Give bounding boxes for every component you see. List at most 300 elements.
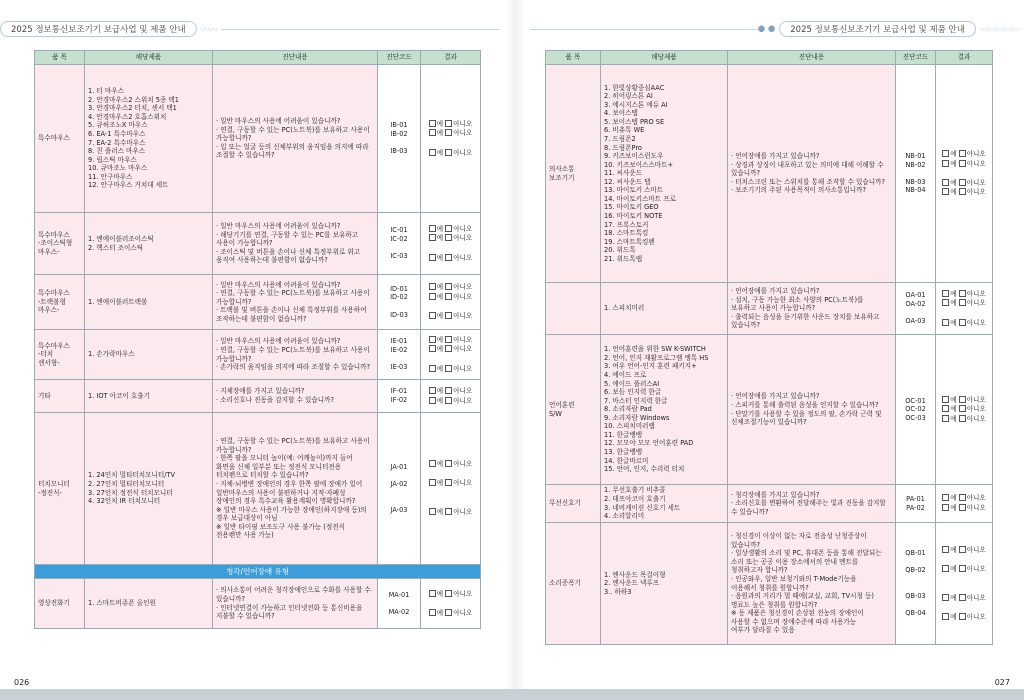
col-result: 결과 bbox=[936, 51, 993, 65]
result-choice bbox=[424, 336, 477, 345]
no-checkbox[interactable] bbox=[959, 546, 966, 553]
result-choice bbox=[424, 397, 477, 406]
diagnosis-question: 수 있습니까? bbox=[731, 507, 769, 516]
no-checkbox[interactable] bbox=[445, 590, 452, 597]
diagnosis-question: 가능합니까? bbox=[216, 134, 252, 143]
product-cell bbox=[601, 335, 728, 485]
result-choice bbox=[939, 396, 989, 405]
result-choice bbox=[424, 508, 477, 517]
product-name: 15. 마이토키 GEO bbox=[604, 203, 659, 212]
no-label: 아니오 bbox=[453, 292, 473, 301]
product-name: 3. 안경마우스2 터치, 센서 택1 bbox=[88, 104, 177, 113]
diagnosis-code: ID-01 bbox=[390, 284, 408, 293]
diagnosis-question: 화면을 신체 일부분 또는 정전식 모니터전용 bbox=[216, 462, 342, 471]
diagnosis-question: · 연결, 구동할 수 있는 PC(노트북)를 보유하고 사용이 bbox=[216, 125, 370, 134]
diagnosis-question: 보유하고 사용이 가능합니까? bbox=[731, 304, 816, 313]
no-label: 아니오 bbox=[966, 299, 986, 308]
no-label: 아니오 bbox=[966, 612, 986, 621]
no-checkbox[interactable] bbox=[445, 460, 452, 467]
yes-checkbox[interactable] bbox=[942, 319, 949, 326]
yes-checkbox[interactable] bbox=[429, 129, 436, 136]
result-choice bbox=[424, 120, 477, 129]
item-label: 기타 bbox=[38, 391, 51, 400]
no-label: 아니오 bbox=[453, 119, 473, 128]
diagnosis-code: NB-04 bbox=[905, 186, 926, 195]
no-label: 아니오 bbox=[453, 253, 473, 262]
result-cell bbox=[421, 275, 481, 330]
no-label: 아니오 bbox=[966, 414, 986, 423]
code-cell bbox=[896, 523, 936, 645]
product-cell bbox=[85, 213, 213, 275]
table-row bbox=[546, 485, 993, 523]
diagnosis-question: 가능합니까? bbox=[216, 297, 252, 306]
col-code: 진단코드 bbox=[378, 51, 421, 65]
product-name: 13. 한글뱅뱅 bbox=[604, 448, 643, 457]
no-label: 아니오 bbox=[966, 159, 986, 168]
diagnosis-code: OC-03 bbox=[905, 413, 926, 422]
product-name: 6. 보듬 인지력 한글 bbox=[604, 388, 662, 397]
yes-checkbox[interactable] bbox=[942, 179, 949, 186]
no-checkbox[interactable] bbox=[959, 565, 966, 572]
item-cell bbox=[35, 579, 85, 629]
diagnosis-question: 조절할 수 있습니까? bbox=[216, 151, 275, 160]
content-cell bbox=[213, 275, 378, 330]
diagnosis-code: IF-01 bbox=[390, 387, 408, 396]
code-cell bbox=[896, 283, 936, 335]
result-cell bbox=[936, 485, 993, 523]
item-label: 무선신호기 bbox=[549, 499, 581, 508]
no-label: 아니오 bbox=[966, 504, 986, 512]
product-cell bbox=[85, 380, 213, 413]
content-cell bbox=[728, 335, 896, 485]
no-label: 아니오 bbox=[453, 479, 473, 488]
no-label: 아니오 bbox=[453, 508, 473, 517]
yes-label: 예 bbox=[950, 188, 957, 197]
yes-checkbox[interactable] bbox=[942, 504, 949, 511]
table-row bbox=[35, 275, 481, 330]
item-label: 마우스- bbox=[38, 306, 60, 315]
diagnosis-question: 신체조절기능이 있습니까? bbox=[731, 418, 807, 427]
diagnosis-question: 사용할 수 없으며 장애수준에 따라 사용가능 bbox=[731, 617, 857, 626]
code-cell bbox=[378, 213, 421, 275]
yes-checkbox[interactable] bbox=[429, 387, 436, 394]
product-name: 1. 손가락마우스 bbox=[88, 350, 135, 359]
diagnosis-question: · 연결, 구동할 수 있는 PC(노트북)를 보유하고 사용이 bbox=[216, 437, 370, 446]
yes-checkbox[interactable] bbox=[942, 299, 949, 306]
no-checkbox[interactable] bbox=[445, 336, 452, 343]
content-cell bbox=[213, 579, 378, 629]
product-name: 10. 키즈보이스스마트+ bbox=[604, 160, 674, 169]
item-cell bbox=[35, 275, 85, 330]
product-name: 3. 에시지스톤 에듀 AI bbox=[604, 100, 668, 109]
diagnosis-question: · 인터넷연결이 가능하고 인터넷전화 등 통신비용을 bbox=[216, 603, 363, 612]
diagnosis-question: · 단말기를 사용할 수 있을 정도의 팔, 손가락 근력 및 bbox=[731, 409, 882, 418]
yes-checkbox[interactable] bbox=[942, 396, 949, 403]
product-name: 13. 마이토키 스마트 bbox=[604, 186, 664, 195]
diagnosis-question: · 손가락의 움직임을 의지에 따라 조절할 수 있습니까? bbox=[216, 363, 371, 372]
no-checkbox[interactable] bbox=[959, 160, 966, 167]
result-choice bbox=[424, 387, 477, 396]
product-name: 1. 스피치미러 bbox=[604, 304, 645, 313]
col-product: 해당제품 bbox=[601, 51, 728, 65]
result-choice bbox=[424, 609, 477, 618]
diagnosis-code: NB-03 bbox=[905, 177, 926, 186]
yes-checkbox[interactable] bbox=[429, 336, 436, 343]
result-choice bbox=[424, 365, 477, 374]
diagnosis-code: PA-01 bbox=[906, 494, 925, 503]
yes-checkbox[interactable] bbox=[942, 613, 949, 620]
yes-label: 예 bbox=[950, 564, 957, 573]
no-checkbox[interactable] bbox=[959, 405, 966, 412]
yes-checkbox[interactable] bbox=[429, 397, 436, 404]
yes-checkbox[interactable] bbox=[429, 609, 436, 616]
product-name: 7. 마스터 인지력 한글 bbox=[604, 396, 668, 405]
no-checkbox[interactable] bbox=[445, 149, 452, 156]
no-checkbox[interactable] bbox=[959, 150, 966, 157]
no-label: 아니오 bbox=[966, 593, 986, 602]
yes-checkbox[interactable] bbox=[942, 290, 949, 297]
no-checkbox[interactable] bbox=[959, 504, 966, 511]
result-cell bbox=[936, 283, 993, 335]
diagnosis-code bbox=[381, 355, 417, 364]
product-name: 2. 헥스터 조이스틱 bbox=[88, 243, 144, 252]
yes-checkbox[interactable] bbox=[942, 415, 949, 422]
no-checkbox[interactable] bbox=[445, 234, 452, 241]
result-cell bbox=[421, 413, 481, 565]
yes-label: 예 bbox=[950, 593, 957, 602]
yes-checkbox[interactable] bbox=[942, 405, 949, 412]
no-checkbox[interactable] bbox=[445, 120, 452, 127]
no-label: 아니오 bbox=[966, 150, 986, 159]
yes-checkbox[interactable] bbox=[429, 254, 436, 261]
diagnosis-question: 있습니까? bbox=[216, 594, 245, 603]
product-cell bbox=[601, 485, 728, 523]
table-row bbox=[35, 213, 481, 275]
item-label: 터치모니터 bbox=[38, 479, 70, 488]
no-checkbox[interactable] bbox=[445, 129, 452, 136]
result-choice bbox=[939, 504, 989, 513]
no-label: 아니오 bbox=[453, 283, 473, 292]
product-name: 2. 히어링스톤 AI bbox=[604, 92, 653, 101]
diagnosis-code: IF-02 bbox=[390, 396, 408, 404]
diagnosis-question: · 일반 마우스의 사용에 어려움이 있습니까? bbox=[216, 280, 341, 289]
yes-checkbox[interactable] bbox=[942, 594, 949, 601]
product-cell bbox=[601, 523, 728, 645]
diagnosis-question: · 연결, 구동할 수 있는 PC(노트북)를 보유하고 사용이 bbox=[216, 289, 370, 298]
product-name: 19. 스마트톡킹펜 bbox=[604, 237, 655, 246]
yes-checkbox[interactable] bbox=[942, 150, 949, 157]
item-label: 언어훈련 bbox=[549, 400, 575, 409]
product-name: 17. 프록스토커 bbox=[604, 220, 649, 229]
no-label: 아니오 bbox=[966, 395, 986, 404]
product-name: 12. 안구마우스 거치대 세트 bbox=[88, 181, 169, 190]
diagnosis-question: · 지체장애를 가지고 있습니까? bbox=[216, 387, 305, 396]
yes-checkbox[interactable] bbox=[429, 293, 436, 300]
result-choice bbox=[424, 149, 477, 158]
no-checkbox[interactable] bbox=[445, 508, 452, 515]
yes-checkbox[interactable] bbox=[429, 479, 436, 486]
code-cell bbox=[378, 65, 421, 213]
yes-checkbox[interactable] bbox=[942, 565, 949, 572]
yes-checkbox[interactable] bbox=[429, 508, 436, 515]
diagnosis-code bbox=[381, 471, 417, 480]
item-label: 영상전화기 bbox=[38, 599, 70, 608]
item-label: 센서형- bbox=[38, 358, 60, 367]
page-number-right: 027 bbox=[994, 678, 1010, 687]
diagnosis-question: ※ 동 제품은 청신경이 손상된 전농의 장애인이 bbox=[731, 609, 864, 618]
yes-label: 예 bbox=[436, 479, 444, 488]
diagnosis-question: · 트랙볼 및 버튼을 손이나 신체 특정부위를 사용하여 bbox=[216, 306, 367, 315]
diagnosis-question: 지불할 수 있습니까? bbox=[216, 612, 275, 621]
yes-checkbox[interactable] bbox=[429, 225, 436, 232]
no-checkbox[interactable] bbox=[959, 494, 966, 501]
diagnosis-code: IC-01 bbox=[390, 226, 408, 235]
product-name: 11. 안구마우스 bbox=[88, 172, 133, 181]
no-label: 아니오 bbox=[966, 545, 986, 554]
no-checkbox[interactable] bbox=[959, 299, 966, 306]
diagnosis-code: IC-02 bbox=[390, 234, 408, 243]
diagnosis-code: OC-02 bbox=[905, 405, 926, 414]
no-checkbox[interactable] bbox=[959, 594, 966, 601]
content-cell bbox=[213, 330, 378, 380]
result-choice bbox=[939, 546, 989, 555]
diagnosis-question: 전용펜만 사용 가능) bbox=[216, 531, 274, 540]
no-checkbox[interactable] bbox=[959, 613, 966, 620]
yes-checkbox[interactable] bbox=[429, 120, 436, 127]
diagnosis-question: · 터치스크린 또는 스위치를 통해 조작할 수 있습니까? bbox=[731, 177, 886, 186]
no-label: 아니오 bbox=[453, 234, 473, 243]
product-name: 20. 위드톡 bbox=[604, 246, 636, 255]
no-checkbox[interactable] bbox=[445, 387, 452, 394]
no-checkbox[interactable] bbox=[445, 225, 452, 232]
yes-label: 예 bbox=[436, 396, 444, 405]
item-cell bbox=[35, 213, 85, 275]
content-cell bbox=[728, 523, 896, 645]
yes-label: 예 bbox=[436, 460, 444, 469]
diagnosis-question: · 조이스틱 및 버튼을 손이나 신체 특정부위로 위고 bbox=[216, 247, 361, 256]
page-number-left: 026 bbox=[14, 678, 30, 687]
header-rule bbox=[530, 29, 758, 30]
result-choice bbox=[939, 494, 989, 503]
product-name: 12. 모모야 모모 언어훈련 PAD bbox=[604, 439, 694, 448]
code-cell bbox=[378, 413, 421, 565]
yes-checkbox[interactable] bbox=[942, 160, 949, 167]
product-cell bbox=[601, 283, 728, 335]
no-label: 아니오 bbox=[453, 345, 473, 354]
diagnosis-question: · 청각장애를 가지고 있습니까? bbox=[731, 490, 820, 499]
yes-checkbox[interactable] bbox=[429, 283, 436, 290]
wave-decoration: 〰〰 bbox=[200, 25, 217, 36]
diagnosis-code: NB-01 bbox=[905, 152, 926, 161]
diagnosis-code: IB-01 bbox=[390, 121, 408, 130]
no-label: 아니오 bbox=[453, 312, 473, 321]
diagnosis-code: IE-01 bbox=[390, 337, 408, 346]
yes-checkbox[interactable] bbox=[429, 365, 436, 372]
product-name: 9. 소리자람 Windows bbox=[604, 413, 670, 422]
diagnosis-question: 있습니까? bbox=[731, 321, 760, 330]
no-checkbox[interactable] bbox=[959, 396, 966, 403]
table-row bbox=[35, 330, 481, 380]
col-result: 결과 bbox=[421, 51, 481, 65]
diagnosis-question: · 의사소통이 어려운 청각장애인으로 수화를 사용할 수 bbox=[216, 586, 371, 595]
dot-decoration: ● ● bbox=[757, 24, 776, 34]
product-cell bbox=[85, 330, 213, 380]
no-checkbox[interactable] bbox=[445, 283, 452, 290]
no-checkbox[interactable] bbox=[959, 188, 966, 195]
product-name: 9. 립스틱 마우스 bbox=[88, 155, 137, 164]
product-name: 1. 한빛상황중심AAC bbox=[604, 83, 665, 92]
no-checkbox[interactable] bbox=[959, 415, 966, 422]
result-choice bbox=[424, 460, 477, 469]
yes-label: 예 bbox=[436, 129, 444, 138]
yes-checkbox[interactable] bbox=[429, 149, 436, 156]
result-cell bbox=[936, 65, 993, 283]
product-name: 10. 큐마조노 마우스 bbox=[88, 164, 148, 173]
diagnosis-question: 터치펜으로 터치할 수 있습니까? bbox=[216, 471, 309, 480]
wave-decoration: 〰〰〰〰〰 bbox=[979, 25, 1020, 36]
product-cell bbox=[85, 275, 213, 330]
yes-checkbox[interactable] bbox=[429, 460, 436, 467]
item-label: 소리증폭기 bbox=[549, 579, 581, 588]
diagnosis-question: · 언어장애를 가지고 있습니까? bbox=[731, 287, 820, 296]
result-choice bbox=[424, 234, 477, 243]
yes-label: 예 bbox=[436, 589, 444, 598]
product-name: 10. 스피치미러랩 bbox=[604, 422, 655, 431]
diagnosis-question: 명료도 높은 청취를 원합니까? bbox=[731, 600, 818, 609]
item-cell bbox=[546, 485, 601, 523]
product-name: 1. 터 마우스 bbox=[88, 87, 124, 96]
diagnosis-code: IE-03 bbox=[390, 363, 408, 372]
no-label: 아니오 bbox=[453, 148, 473, 157]
diagnosis-question: · 지체·뇌병변 장애인의 경우 한쪽 팔에 장애가 있어 bbox=[216, 479, 363, 488]
yes-label: 예 bbox=[950, 395, 957, 404]
yes-label: 예 bbox=[950, 504, 957, 512]
diagnosis-question: 장애인의 경우 특수교육 활용계획이 명확합니까? bbox=[216, 497, 356, 506]
diagnosis-question: 사용이 가능합니까? bbox=[216, 239, 273, 248]
yes-checkbox[interactable] bbox=[429, 345, 436, 352]
item-label: 특수마우스 bbox=[38, 289, 70, 298]
no-checkbox[interactable] bbox=[445, 312, 452, 319]
yes-label: 예 bbox=[436, 292, 444, 301]
table-row bbox=[35, 579, 481, 629]
no-checkbox[interactable] bbox=[445, 609, 452, 616]
diagnosis-question: 이용해서 청취를 원합니까? bbox=[731, 583, 809, 592]
diagnosis-question: 있습니까? bbox=[731, 540, 760, 549]
diagnosis-code: QB-01 bbox=[905, 549, 926, 558]
result-choice bbox=[939, 415, 989, 424]
result-choice bbox=[939, 613, 989, 622]
item-cell bbox=[35, 65, 85, 213]
yes-checkbox[interactable] bbox=[942, 188, 949, 195]
yes-label: 예 bbox=[950, 159, 957, 168]
col-product: 해당제품 bbox=[85, 51, 213, 65]
diagnosis-code: ID-02 bbox=[390, 293, 408, 302]
diagnosis-question: · 보조기기의 주된 사용목적이 의사소통입니까? bbox=[731, 186, 867, 195]
no-label: 아니오 bbox=[966, 318, 986, 327]
yes-checkbox[interactable] bbox=[942, 494, 949, 501]
diagnosis-code: MA-02 bbox=[388, 607, 410, 616]
diagnosis-question: · 음원과의 거리가 멀 때에(교실, 교회, TV시청 등) bbox=[731, 592, 874, 601]
yes-label: 예 bbox=[950, 178, 957, 187]
no-checkbox[interactable] bbox=[445, 479, 452, 486]
diagnosis-code bbox=[899, 575, 932, 584]
diagnosis-code: NB-02 bbox=[905, 160, 926, 169]
yes-checkbox[interactable] bbox=[429, 234, 436, 241]
diagnosis-code: OA-02 bbox=[905, 299, 926, 308]
product-name: 2. 27인치 멀티터치모니터 bbox=[88, 479, 165, 488]
yes-label: 예 bbox=[950, 318, 957, 327]
diagnosis-code: JA-01 bbox=[390, 462, 408, 471]
diagnosis-question: · 설치, 구동 가능한 최소 사양의 PC(노트북)를 bbox=[731, 295, 864, 304]
no-checkbox[interactable] bbox=[445, 397, 452, 404]
diagnosis-question: ※ 일반 마우스 사용이 가능한 장애인(하지장애 등)의 bbox=[216, 505, 367, 514]
footer-band bbox=[0, 689, 1024, 700]
product-name: 15. 언어, 인지, 수리력 터치 bbox=[604, 465, 685, 474]
product-name: 6. EA-1 특수마우스 bbox=[88, 129, 146, 138]
no-checkbox[interactable] bbox=[445, 293, 452, 300]
item-label: -조이스틱형 bbox=[38, 239, 73, 248]
result-cell bbox=[421, 330, 481, 380]
no-label: 아니오 bbox=[966, 188, 986, 197]
yes-checkbox[interactable] bbox=[429, 312, 436, 319]
diagnosis-question: · 해당기기를 연결, 구동할 수 있는 PC를 보유하고 bbox=[216, 230, 359, 239]
no-label: 아니오 bbox=[966, 405, 986, 414]
no-label: 아니오 bbox=[453, 608, 473, 617]
no-checkbox[interactable] bbox=[959, 179, 966, 186]
diagnosis-code bbox=[899, 309, 932, 318]
product-name: 1. 엔에이블러트랙볼 bbox=[88, 297, 148, 306]
result-choice bbox=[424, 254, 477, 263]
product-name: 8. 소리자람 Pad bbox=[604, 405, 652, 414]
yes-label: 예 bbox=[950, 494, 957, 503]
code-cell bbox=[378, 380, 421, 413]
yes-checkbox[interactable] bbox=[942, 546, 949, 553]
code-cell bbox=[378, 275, 421, 330]
table-row bbox=[35, 65, 481, 213]
item-label: 특수마우스 bbox=[38, 341, 70, 350]
yes-label: 예 bbox=[950, 289, 957, 298]
code-cell bbox=[378, 330, 421, 380]
diagnosis-code bbox=[381, 599, 417, 608]
diagnosis-question: · 인공와우, 일반 보청기와의 T-Mode기능을 bbox=[731, 574, 857, 583]
no-label: 아니오 bbox=[966, 178, 986, 187]
yes-label: 예 bbox=[950, 545, 957, 554]
col-code: 진단코드 bbox=[896, 51, 936, 65]
yes-label: 예 bbox=[436, 148, 444, 157]
no-label: 아니오 bbox=[966, 289, 986, 298]
result-choice bbox=[939, 290, 989, 299]
no-label: 아니오 bbox=[966, 494, 986, 503]
product-cell bbox=[85, 413, 213, 565]
no-checkbox[interactable] bbox=[959, 319, 966, 326]
content-cell bbox=[728, 485, 896, 523]
no-checkbox[interactable] bbox=[445, 345, 452, 352]
product-name: 2. 엔사운드 넥루프 bbox=[604, 579, 660, 588]
item-label: 특수마우스 bbox=[38, 230, 70, 239]
result-cell bbox=[936, 335, 993, 485]
result-cell bbox=[936, 523, 993, 645]
diagnosis-code: IB-03 bbox=[390, 147, 408, 156]
yes-checkbox[interactable] bbox=[429, 590, 436, 597]
no-checkbox[interactable] bbox=[445, 254, 452, 261]
item-label: -터치 bbox=[38, 350, 54, 359]
no-checkbox[interactable] bbox=[959, 290, 966, 297]
diagnosis-question: · 연결, 구동할 수 있는 PC(노트북)를 보유하고 사용이 bbox=[216, 345, 370, 354]
diagnosis-code: IB-02 bbox=[390, 129, 408, 138]
result-choice bbox=[939, 405, 989, 414]
no-checkbox[interactable] bbox=[445, 365, 452, 372]
product-name: 3. 네비게이션 신호기 세트 bbox=[604, 503, 681, 512]
